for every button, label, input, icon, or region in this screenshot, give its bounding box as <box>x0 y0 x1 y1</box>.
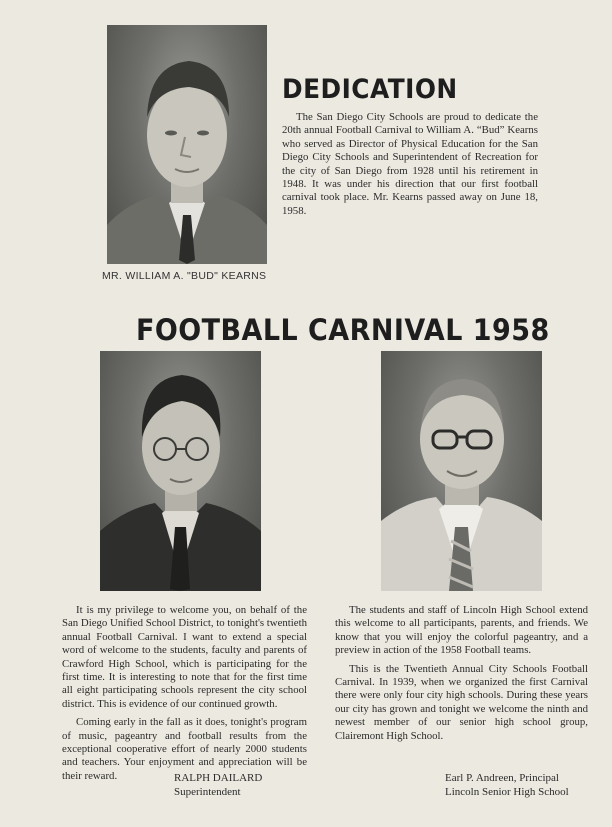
superintendent-signature <box>174 771 262 799</box>
principal-paragraph-1: The students and staff of Lincoln High School extend this welcome to all participants, parents, and friends. We know that you will enjoy the colorful pageantry, and a preview in action of the 1958 Football teams. <box>335 604 588 657</box>
principal-signature <box>445 771 569 799</box>
dailard-portrait-figure <box>100 351 261 591</box>
principal-school: Lincoln Senior High School <box>445 786 569 798</box>
superintendent-paragraph-1: It is my privilege to welcome you, on behalf of the San Diego Unified School District, to tonight's twentieth annual Football Carnival. I want to extend a special word of welcome to the students, faculty and parents of Crawford High School, which is participating for the first time. It is interesting to note that for the first time all eight participating schools represent the city school district. This is evidence of our continued growth. <box>62 604 307 710</box>
superintendent-letter <box>62 604 307 783</box>
andreen-portrait-photo <box>381 351 542 591</box>
dailard-portrait-photo <box>100 351 261 591</box>
andreen-portrait-figure <box>381 351 542 591</box>
dedication-paragraph: The San Diego City Schools are proud to dedicate the 20th annual Football Carnival to William A. “Bud” Kearns who served as Director of Physical Education for the San Diego City Schools and Superintendent of Recreation for the city of San Diego from 1928 until his retirement in 1948. It was under his direction that our first football carnival took place. Mr. Kearns passed away on June 18, 1958. <box>282 111 538 217</box>
principal-letter <box>335 604 588 743</box>
dedication-text <box>282 111 538 218</box>
superintendent-name: RALPH DAILARD <box>174 772 263 784</box>
kearns-portrait-figure <box>107 25 267 264</box>
principal-name: Earl P. Andreen, Principal <box>445 772 559 784</box>
kearns-portrait-photo <box>107 25 267 264</box>
principal-paragraph-2: This is the Twentieth Annual City Schools Football Carnival. In 1939, when we organized the first Carnival there were only four city high schools. During these years our city has grown and tonight we welcome the ninth and newest member of our senior high school group, Clairemont High School. <box>335 662 588 742</box>
superintendent-title: Superintendent <box>174 786 241 798</box>
kearns-photo-caption: MR. WILLIAM A. "BUD" KEARNS <box>102 270 267 282</box>
superintendent-paragraph-2: Coming early in the fall as it does, tonight's program of music, pageantry and football results from the exceptional cooperative effort of nearly 2000 students and teachers. Your enjoyment and appreciation will be their reward. <box>62 716 307 782</box>
dedication-heading: DEDICATION <box>282 74 458 105</box>
football-carnival-heading: FOOTBALL CARNIVAL 1958 <box>136 313 550 347</box>
